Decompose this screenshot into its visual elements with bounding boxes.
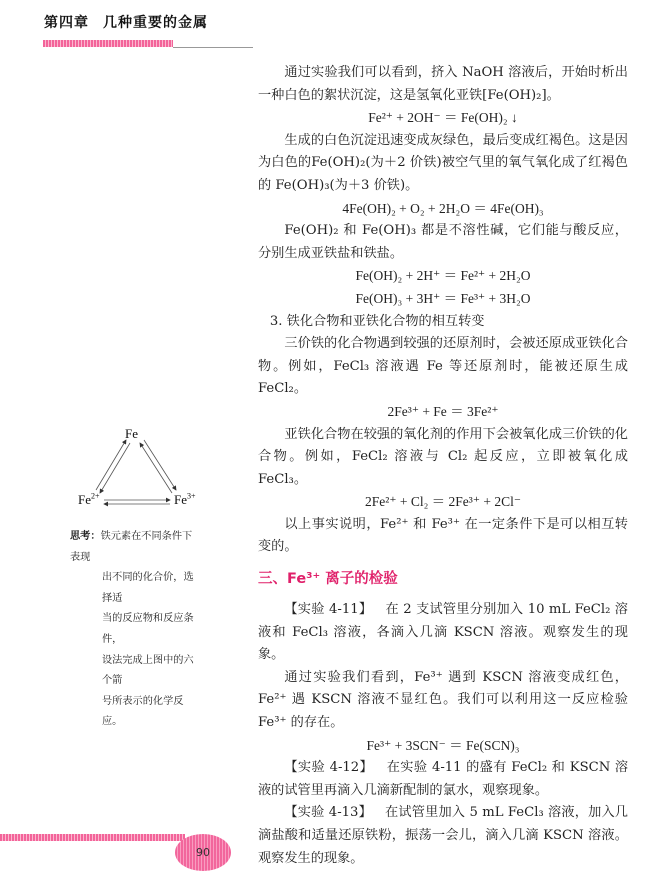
charge-label: 3+ (187, 491, 196, 501)
main-text (258, 62, 628, 870)
header-rule (173, 47, 253, 48)
paragraph: 通过实验我们可以看到，挤入 NaOH 溶液后，开始时析出一种白色的絮状沉淀，这是氢氧化亚铁[Fe(OH)₂]。 (258, 65, 628, 103)
equation: Fe²⁺ + 2OH⁻ ＝ Fe(OH)₂ ↓ (368, 110, 518, 126)
note-line: 出不同的化合价，选择适 (102, 572, 194, 604)
node-fe3 (174, 492, 196, 508)
experiment-4-13 (258, 802, 628, 870)
note-line: 号所表示的化学反应。 (102, 695, 184, 728)
subheading: 3. 铁化合物和亚铁化合物的相互转变 (269, 313, 485, 329)
experiment-text: 在 2 支试管里分别加入 10 mL FeCl₂ 溶液和 FeCl₃ 溶液，各滴入几滴 KSCN 溶液。观察发生的现象。 (258, 602, 628, 663)
node-label: Fe (174, 492, 187, 507)
node-fe: Fe (125, 426, 138, 441)
think-note (70, 527, 200, 733)
equation: Fe(OH)₂ + 2H⁺ ＝ Fe²⁺ + 2H₂O (355, 268, 531, 284)
equation: 4Fe(OH)₂ + O₂ + 2H₂O ＝ 4Fe(OH)₃ (342, 200, 544, 216)
experiment-label: 【实验 4-13】 (284, 805, 372, 821)
iron-triangle-diagram (78, 426, 208, 512)
note-line: 当的反应物和反应条件， (102, 613, 194, 645)
note-line: 设法完成上图中的六个箭 (102, 654, 194, 687)
footer-decorative-bar (0, 834, 185, 841)
note-text: 铁元素在不同条件下表现 (70, 531, 193, 563)
note-label: 思考： (70, 531, 101, 542)
paragraph: 通过实验我们看到，Fe³⁺ 遇到 KSCN 溶液变成红色，Fe²⁺ 遇 KSCN 溶液不显红色。我们可以利用这一反应检验 Fe³⁺ 的存在。 (258, 669, 628, 731)
paragraph: Fe(OH)₂ 和 Fe(OH)₃ 都是不溶性碱，它们能与酸反应，分别生成亚铁盐和铁盐。 (258, 223, 628, 261)
experiment-label: 【实验 4-12】 (284, 760, 374, 776)
paragraph: 以上事实说明，Fe²⁺ 和 Fe³⁺ 在一定条件下是可以相互转变的。 (258, 516, 628, 555)
section-heading: 三、Fe³⁺ 离子的检验 (258, 571, 398, 588)
chapter-title (44, 12, 208, 32)
paragraph: 三价铁的化合物遇到较强的还原剂时，会被还原成亚铁化合物。例如，FeCl₃ 溶液遇 Fe 等还原剂时，能被还原生成 FeCl₂。 (258, 336, 628, 397)
paragraph: 亚铁化合物在较强的氧化剂的作用下会被氧化成三价铁的化合物。例如，FeCl₂ 溶液与 Cl₂ 起反应，立即被氧化成 FeCl₃。 (258, 426, 628, 487)
experiment-label: 【实验 4-11】 (284, 602, 373, 618)
equation: 2Fe³⁺ + Fe ＝ 3Fe²⁺ (387, 403, 499, 419)
experiment-text: 在实验 4-11 的盛有 FeCl₂ 和 KSCN 溶液的试管里再滴入几滴新配制的氯水，观察现象。 (258, 760, 629, 798)
page-number: 90 (196, 846, 210, 859)
header-decorative-bar (43, 40, 173, 47)
experiment-text: 在试管里加入 5 mL FeCl₃ 溶液，加入几滴盐酸和适量还原铁粉，振荡一会儿，滴入几滴 KSCN 溶液。观察发生的现象。 (258, 805, 628, 866)
charge-label: 2+ (91, 491, 100, 501)
paragraph: 生成的白色沉淀迅速变成灰绿色，最后变成红褐色。这是因为白色的Fe(OH)₂(为＋2 价铁)被空气里的氧气氧化成了红褐色的 Fe(OH)₃(为＋3 价铁)。 (258, 132, 628, 193)
chapter-name: 几种重要的金属 (103, 15, 208, 31)
chapter-number: 第四章 (44, 15, 89, 31)
node-fe2 (78, 492, 100, 508)
note-line (70, 527, 200, 568)
equation: 2Fe²⁺ + Cl₂ ＝ 2Fe³⁺ + 2Cl⁻ (365, 494, 521, 510)
equation: Fe³⁺ + 3SCN⁻ ＝ Fe(SCN)₃ (366, 737, 520, 753)
experiment-4-12 (258, 757, 628, 802)
page-number-badge (175, 834, 231, 871)
experiment-4-11 (258, 599, 628, 667)
node-label: Fe (78, 492, 91, 507)
equation: Fe(OH)₃ + 3H⁺ ＝ Fe³⁺ + 3H₂O (355, 290, 531, 306)
